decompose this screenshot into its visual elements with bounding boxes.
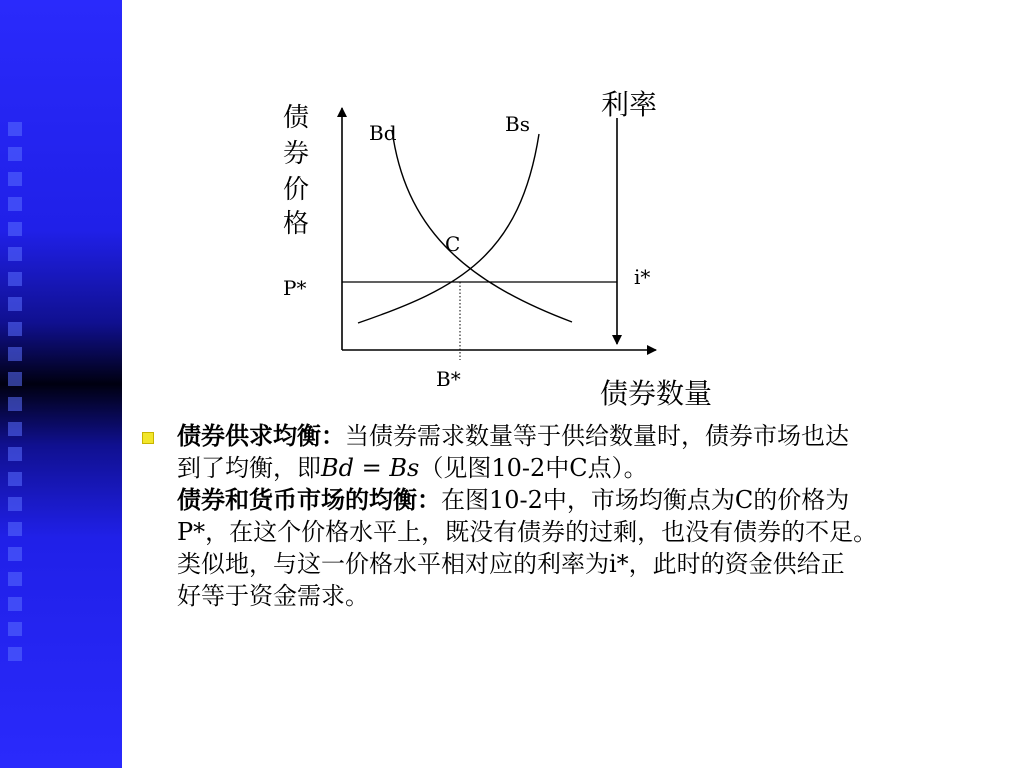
decor-square — [8, 547, 22, 561]
text-line — [177, 452, 1007, 484]
explanation-text — [177, 420, 1007, 612]
text-span: 类似地，与这一价格水平相对应的利率为i*，此时的资金供给正 — [177, 550, 845, 578]
text-span: 在图10-2中，市场均衡点为C的价格为 — [441, 486, 850, 514]
text-line — [177, 484, 1007, 516]
text-span: 好等于资金需求。 — [177, 582, 369, 610]
heading-bond-equilibrium: 债券供求均衡： — [177, 421, 345, 450]
y-axis-label-char: 价 — [282, 175, 310, 205]
decor-square — [8, 622, 22, 636]
decor-square — [8, 647, 22, 661]
decor-square — [8, 497, 22, 511]
text-span: （见图10-2中C点）。 — [419, 454, 648, 482]
x-axis-label: 债券数量 — [600, 377, 713, 410]
text-line — [177, 580, 1007, 612]
decor-square — [8, 447, 22, 461]
y-axis-label-char: 债 — [282, 103, 310, 133]
heading-market-equilibrium: 债券和货币市场的均衡： — [177, 485, 441, 514]
demand-curve — [392, 130, 572, 322]
text-line — [177, 420, 1007, 452]
interest-rate-label: 利率 — [601, 88, 658, 121]
equilibrium-quantity-label: B* — [436, 367, 461, 391]
text-span: P*，在这个价格水平上，既没有债券的过剩，也没有债券的不足。 — [177, 518, 878, 546]
text-line — [177, 548, 1007, 580]
decor-square — [8, 472, 22, 486]
text-span: 到了均衡，即 — [177, 454, 321, 482]
text-span: 当债券需求数量等于供给数量时，债券市场也达 — [345, 422, 849, 450]
text-line — [177, 516, 1007, 548]
supply-curve-label: Bs — [505, 112, 530, 136]
y-axis-label-char: 券 — [282, 139, 310, 169]
bullet-square — [142, 432, 154, 444]
decor-square — [8, 572, 22, 586]
demand-curve-label: Bd — [369, 121, 397, 145]
decor-square — [8, 522, 22, 536]
equation: Bd = Bs — [321, 454, 420, 482]
y-axis-label-char: 格 — [282, 209, 310, 239]
equilibrium-rate-label: i* — [634, 265, 651, 289]
decor-square — [8, 422, 22, 436]
equilibrium-point-label: C — [445, 232, 461, 256]
decor-square — [8, 597, 22, 611]
equilibrium-price-label: P* — [283, 276, 307, 300]
